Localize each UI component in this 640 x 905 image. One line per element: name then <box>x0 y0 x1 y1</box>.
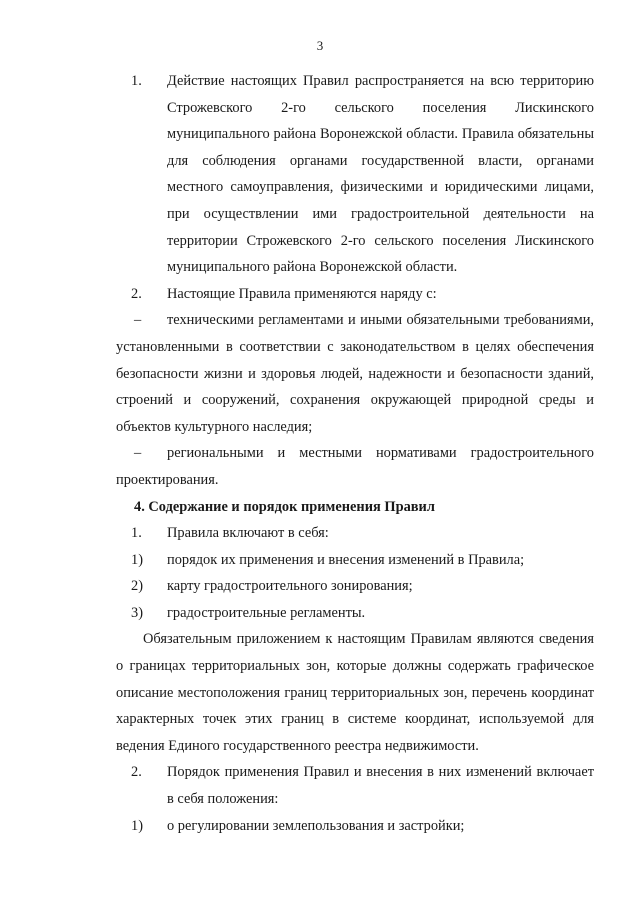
item-number: 1) <box>131 551 143 568</box>
item-text: карту градостроительного зонирования; <box>167 578 413 595</box>
item-number: 3) <box>131 604 143 621</box>
paragraph-4 <box>116 759 594 812</box>
item-text: техническими регламентами и иными обязательными требованиями, установленными в соответствии с законодательством в целях обеспечения безопасности жизни и здоровья людей, надежности и безопасности зданий, строений и сооружений, сохранения окружающей природной среды и объектов культурного наследия; <box>116 312 594 435</box>
sub-item-2 <box>116 573 594 600</box>
dash-marker: – <box>134 445 142 462</box>
item-number: 2. <box>131 285 142 302</box>
paragraph-appendix: Обязательным приложением к настоящим Правилам являются сведения о границах территориальных зон, которые должны содержать графическое описание местоположения границ территориальных зон, перечень координат характерных точек этих границ в системе координат, используемой для ведения Единого государственного реестра недвижимости. <box>116 631 594 754</box>
item-text: о регулировании землепользования и застройки; <box>167 817 465 834</box>
paragraph-3 <box>116 520 594 547</box>
paragraph-1 <box>116 68 594 281</box>
item-text: региональными и местными нормативами градостроительного проектирования. <box>116 445 594 488</box>
dash-item-1 <box>116 307 594 440</box>
item-text: порядок их применения и внесения изменений в Правила; <box>167 551 525 568</box>
item-number: 1. <box>131 73 142 89</box>
page-number: 3 <box>316 38 324 53</box>
item-text: градостроительные регламенты. <box>167 604 366 621</box>
item-text: Порядок применения Правил и внесения в них изменений включает в себя положения: <box>167 764 594 808</box>
sub-item-1 <box>116 547 594 574</box>
dash-marker: – <box>134 312 142 329</box>
document-body <box>116 68 594 839</box>
item-number: 1) <box>131 817 143 834</box>
item-number: 2. <box>131 764 142 781</box>
section-heading: 4. Содержание и порядок применения Правил <box>134 498 435 515</box>
item-text: Настоящие Правила применяются наряду с: <box>167 285 437 302</box>
item-number: 1. <box>131 525 142 542</box>
item-number: 2) <box>131 578 143 595</box>
sub-item-3 <box>116 600 594 627</box>
item-text: Действие настоящих Правил распространяется на всю территорию Строжевского 2-го сельского поселения Лискинского муниципального района Воронежской области. Правила обязательны для соблюдения органами государственной власти, органами местного самоуправления, физическими и юридическими лицами, при осуществлении ими градостроительной деятельности на территории Строжевского 2-го сельского поселения Лискинского муниципального района Воронежской области. <box>167 73 594 276</box>
sub-item-4 <box>116 813 594 840</box>
item-text: Правила включают в себя: <box>167 525 329 542</box>
dash-item-2 <box>116 440 594 493</box>
paragraph-2 <box>116 281 594 308</box>
